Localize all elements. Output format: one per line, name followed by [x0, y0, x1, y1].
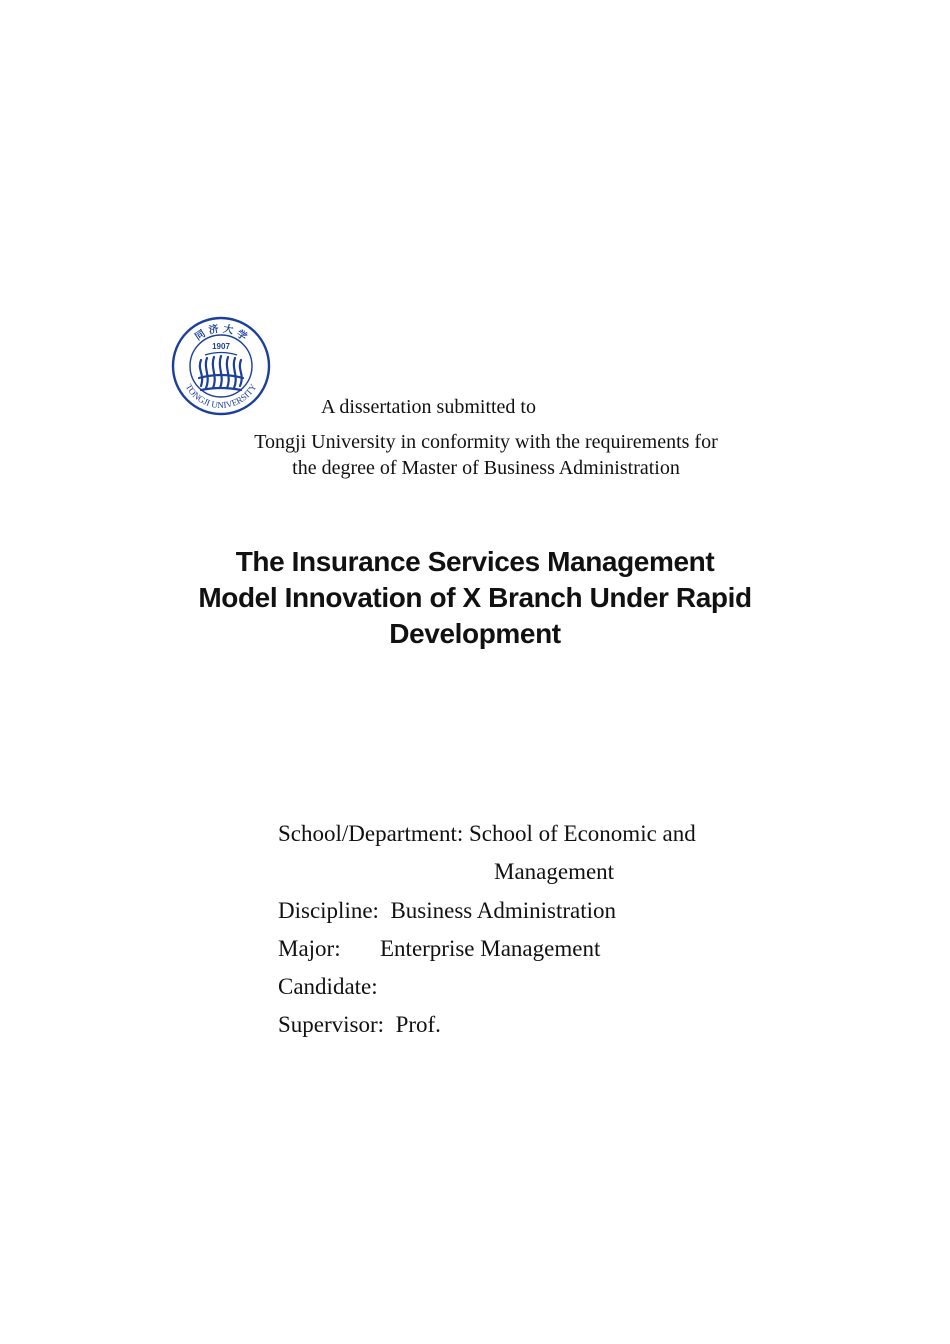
thesis-info-block — [278, 815, 696, 1045]
dissertation-title — [150, 544, 800, 652]
supervisor-value: Prof. — [395, 1012, 441, 1038]
tongji-seal-icon — [171, 316, 271, 416]
supervisor-row — [278, 1006, 696, 1044]
major-row — [278, 930, 696, 968]
svg-text:同 济 大 学 — [192, 322, 250, 343]
seal-bottom-text: TONGJI UNIVERSITY — [183, 382, 259, 411]
major-value: Enterprise Management — [380, 935, 601, 961]
submitted-line: A dissertation submitted to — [321, 396, 536, 418]
school-row — [278, 815, 696, 853]
candidate-row — [278, 968, 696, 1006]
seal-top-text: 同 济 大 学 — [193, 323, 249, 344]
school-label: School/Department: — [278, 821, 464, 846]
seal-year: 1907 — [212, 342, 230, 351]
school-value: School of Economic and — [469, 821, 696, 846]
discipline-value: Business Administration — [390, 897, 616, 923]
discipline-row — [278, 892, 696, 930]
conformity-line-2: the degree of Master of Business Administration — [292, 457, 680, 479]
conformity-line-1: Tongji University in conformity with the requirements for — [254, 431, 718, 453]
discipline-label: Discipline: — [278, 897, 379, 923]
title-line-1: The Insurance Services Management — [235, 546, 715, 577]
title-line-2: Model Innovation of X Branch Under Rapid — [198, 582, 752, 613]
school-row-continued — [278, 853, 696, 891]
school-value-continued: Management — [494, 859, 615, 885]
supervisor-label: Supervisor: — [278, 1012, 385, 1038]
title-line-3: Development — [389, 618, 561, 649]
major-label: Major: — [278, 935, 341, 961]
candidate-label: Candidate: — [278, 974, 378, 1000]
